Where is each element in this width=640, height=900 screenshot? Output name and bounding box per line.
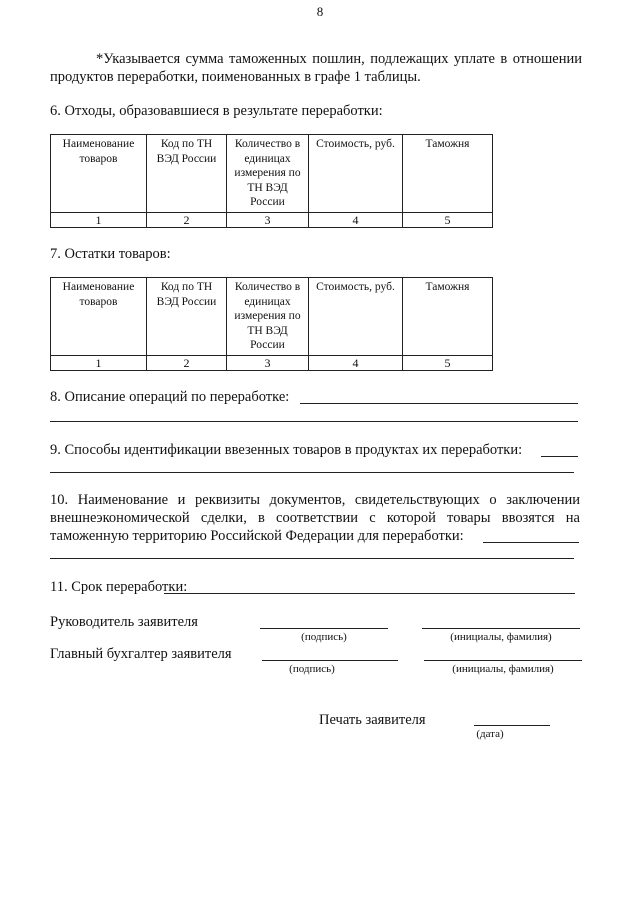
section-8-field[interactable] (300, 403, 578, 404)
column-header: Стоимость, руб. (309, 135, 403, 213)
column-number: 3 (227, 213, 309, 228)
section-9-field-continuation[interactable] (50, 472, 574, 473)
column-number: 2 (147, 213, 227, 228)
column-header: Код по ТН ВЭД России (147, 278, 227, 356)
head-name-field[interactable] (422, 628, 580, 629)
column-number: 4 (309, 356, 403, 371)
head-signature-hint: (подпись) (301, 631, 347, 643)
column-number: 1 (51, 213, 147, 228)
head-name-hint: (инициалы, фамилия) (450, 631, 552, 643)
section-11-field[interactable] (164, 593, 575, 594)
section-8-label: 8. Описание операций по переработке: (50, 389, 290, 405)
accountant-name-field[interactable] (424, 660, 582, 661)
accountant-signature-field[interactable] (262, 660, 398, 661)
column-header: Наименование товаров (51, 135, 147, 213)
column-header: Количество в единицах измерения по ТН ВЭД России (227, 135, 309, 213)
column-header: Наименование товаров (51, 278, 147, 356)
accountant-signature-hint: (подпись) (289, 663, 335, 675)
column-header: Таможня (403, 135, 493, 213)
section-11-label: 11. Срок переработки: (50, 579, 188, 595)
section-10-text: 10. Наименование и реквизиты документов, свидетельствующих о заключении внешнеэкономической сделки, в соответствии с которой товары ввозятся на таможенную территорию Российской Федерации для переработки: (50, 492, 580, 544)
section-7-title: 7. Остатки товаров: (50, 246, 171, 262)
head-signature-field[interactable] (260, 628, 388, 629)
column-number: 1 (51, 356, 147, 371)
accountant-name-hint: (инициалы, фамилия) (452, 663, 554, 675)
remaining-goods-table (50, 277, 493, 371)
section-10-field-continuation[interactable] (50, 558, 574, 559)
footnote: *Указывается сумма таможенных пошлин, подлежащих уплате в отношении продуктов переработки, поименованных в графе 1 таблицы. (50, 51, 582, 85)
section-10-field[interactable] (483, 542, 579, 543)
page-number: 8 (316, 4, 324, 19)
section-8-field-continuation[interactable] (50, 421, 578, 422)
section-6-title: 6. Отходы, образовавшиеся в результате переработки: (50, 103, 383, 119)
column-header: Стоимость, руб. (309, 278, 403, 356)
date-hint: (дата) (476, 728, 504, 740)
column-number: 2 (147, 356, 227, 371)
waste-table (50, 134, 493, 228)
section-9-field[interactable] (541, 456, 578, 457)
accountant-signature-label: Главный бухгалтер заявителя (50, 646, 232, 662)
stamp-label: Печать заявителя (319, 712, 426, 728)
column-number: 5 (403, 356, 493, 371)
column-header: Код по ТН ВЭД России (147, 135, 227, 213)
column-number: 5 (403, 213, 493, 228)
column-number: 4 (309, 213, 403, 228)
column-header: Количество в единицах измерения по ТН ВЭД России (227, 278, 309, 356)
section-9-label: 9. Способы идентификации ввезенных товаров в продуктах их переработки: (50, 442, 523, 458)
head-signature-label: Руководитель заявителя (50, 614, 198, 630)
date-field[interactable] (474, 725, 550, 726)
column-number: 3 (227, 356, 309, 371)
column-header: Таможня (403, 278, 493, 356)
